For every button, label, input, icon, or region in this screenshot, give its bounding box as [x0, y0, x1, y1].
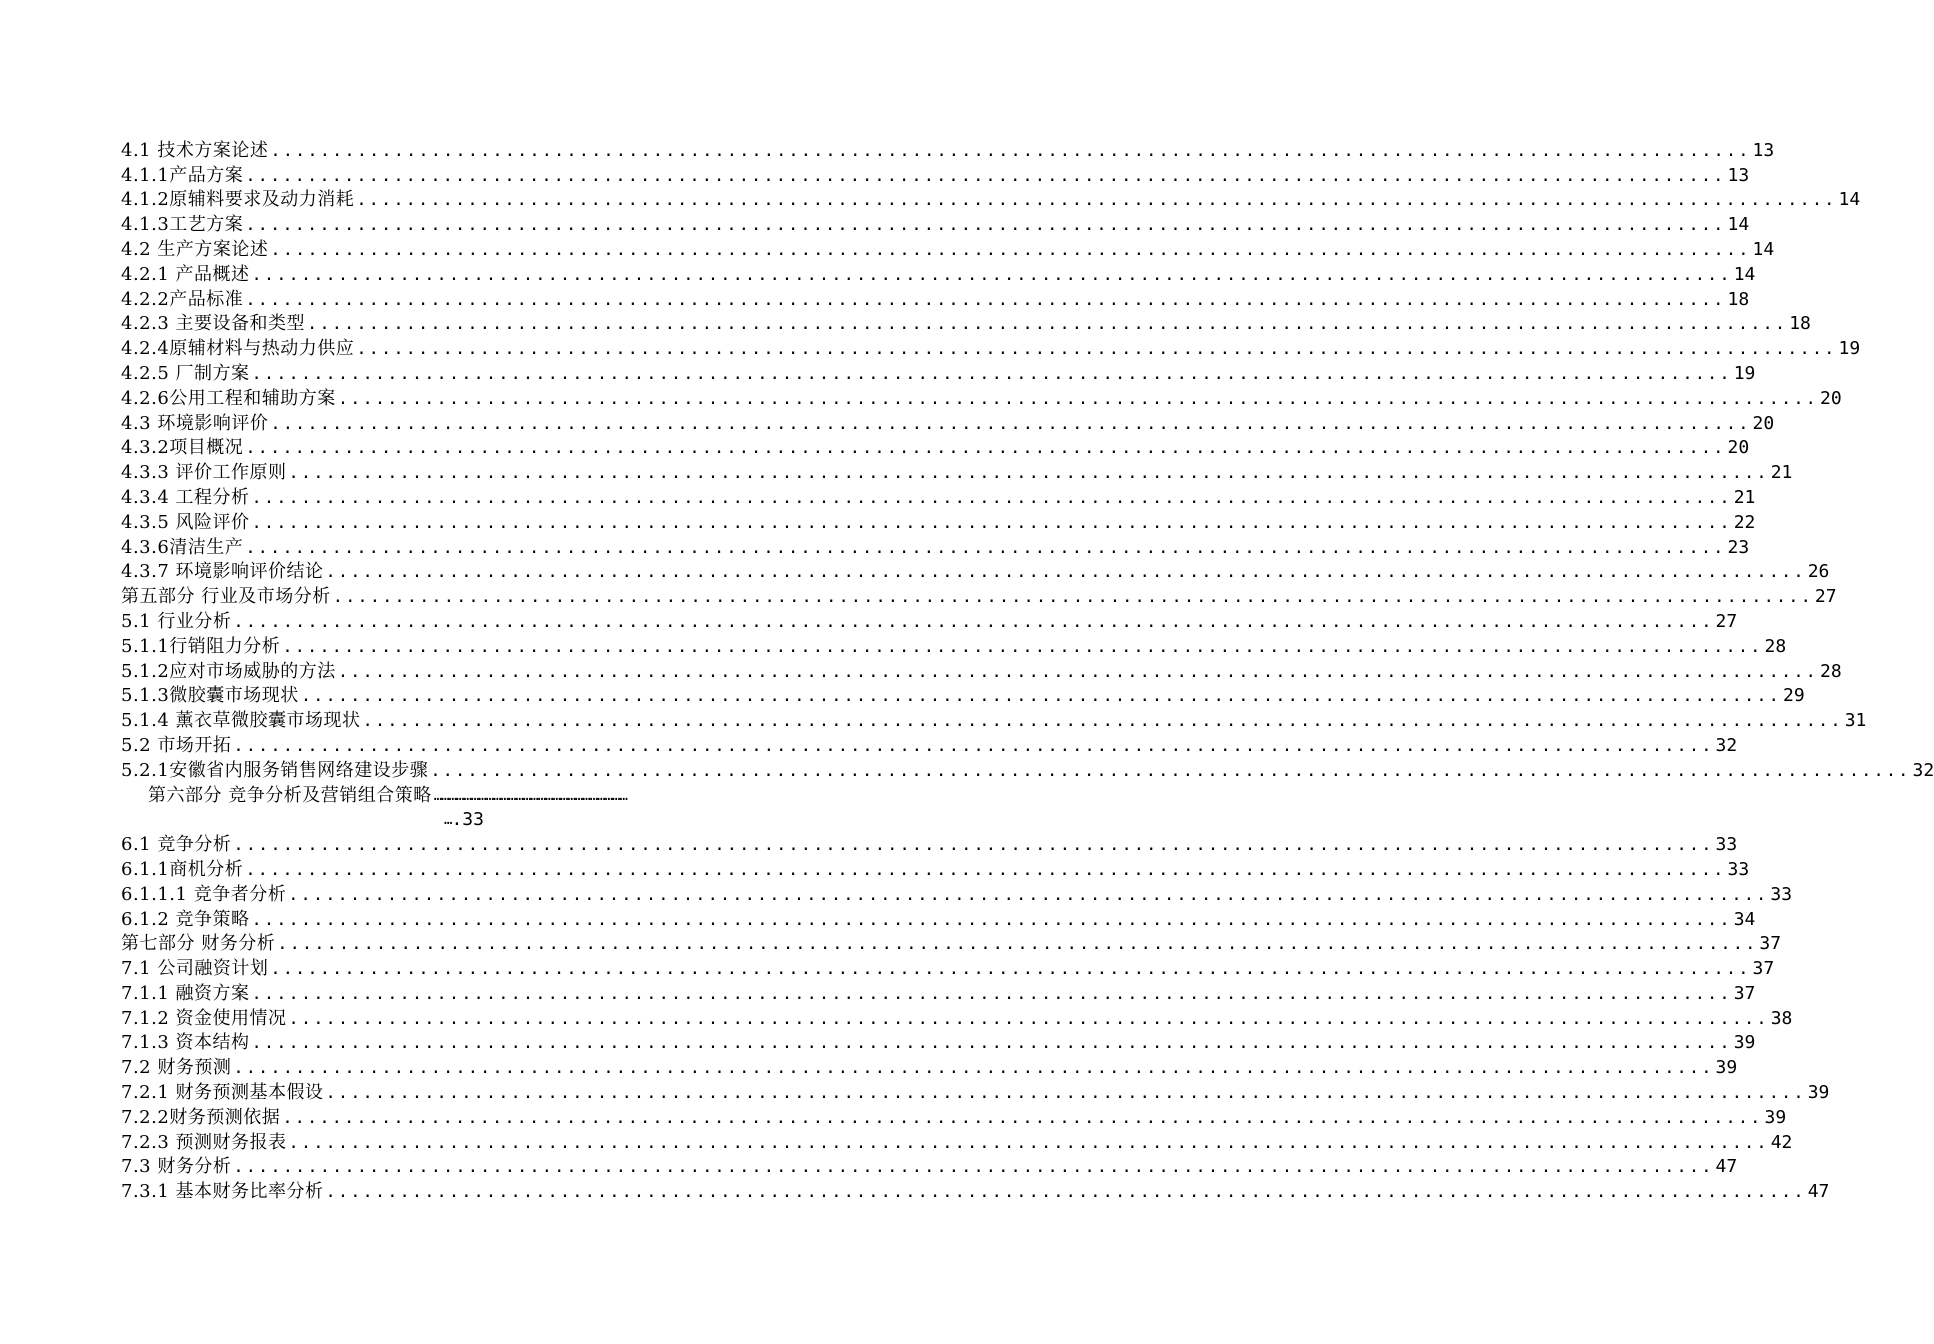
- toc-page-number: 13: [1752, 139, 1775, 161]
- toc-page-number: 14: [1733, 263, 1756, 285]
- toc-leader: ........................................................................................................................: [337, 388, 1818, 409]
- toc-leader: ........................................................................................................................: [325, 562, 1806, 583]
- toc-entry[interactable]: [121, 262, 1756, 287]
- toc-page-number: 42: [1770, 1131, 1793, 1153]
- toc-leader: ........................................................................................................................: [245, 289, 1726, 310]
- toc-leader: ........................................................................................................................: [282, 636, 1763, 657]
- toc-entry-label: 4.3.5 风险评价: [121, 511, 250, 533]
- toc-entry[interactable]: [121, 312, 1811, 337]
- toc-entry-label: 4.1.1产品方案: [121, 164, 244, 186]
- toc-leader: ........................................................................................................................: [356, 339, 1837, 360]
- toc-entry-label: 5.1 行业分析: [121, 610, 232, 632]
- toc-page-number: 20: [1727, 437, 1750, 459]
- toc-entry[interactable]: [121, 386, 1842, 411]
- toc-leader: ........................................................................................................................: [356, 190, 1837, 211]
- toc-page-number: 37: [1733, 982, 1756, 1004]
- toc-leader: ........................................................................................................................: [288, 1132, 1769, 1153]
- toc-page-number: 39: [1715, 1057, 1738, 1079]
- toc-entry[interactable]: [121, 932, 1782, 957]
- table-of-contents: [121, 138, 1934, 1204]
- toc-entry-label: 4.1.3工艺方案: [121, 214, 244, 236]
- toc-entry[interactable]: [121, 1105, 1787, 1130]
- toc-entry-label: 4.1.2原辅料要求及动力消耗: [121, 189, 355, 211]
- toc-entry-split[interactable]: [121, 783, 823, 833]
- toc-entry[interactable]: [121, 758, 1934, 783]
- toc-leader-tail: …: [444, 812, 452, 829]
- toc-entry[interactable]: [121, 510, 1756, 535]
- toc-page-number: 34: [1733, 908, 1756, 930]
- toc-entry-label: 4.2.4原辅材料与热动力供应: [121, 338, 355, 360]
- toc-page-number: 31: [1844, 710, 1867, 732]
- toc-entry-label: 4.3.6清洁生产: [121, 536, 244, 558]
- toc-leader: ……………………………………………………………………: [433, 787, 627, 804]
- toc-entry-label: 6.1.2 竞争策略: [121, 908, 250, 930]
- toc-page-number: 14: [1752, 238, 1775, 260]
- toc-entry-label: 4.2 生产方案论述: [121, 238, 269, 260]
- toc-leader: ........................................................................................................................: [277, 934, 1758, 955]
- toc-entry[interactable]: [121, 1080, 1830, 1105]
- toc-page-number: 20: [1820, 387, 1842, 409]
- toc-leader: ........................................................................................................................: [245, 215, 1726, 236]
- toc-entry[interactable]: [121, 287, 1750, 312]
- toc-entry[interactable]: [121, 361, 1756, 386]
- toc-leader: ........................................................................................................................: [288, 1008, 1769, 1029]
- toc-page-number: 47: [1715, 1156, 1738, 1178]
- toc-leader: ........................................................................................................................: [288, 884, 1769, 905]
- toc-page-number: 27: [1715, 610, 1738, 632]
- toc-page-number: 29: [1783, 685, 1805, 707]
- toc-leader: ........................................................................................................................: [251, 1033, 1732, 1054]
- toc-entry[interactable]: [121, 436, 1750, 461]
- toc-entry[interactable]: [121, 659, 1842, 684]
- toc-entry-label: 7.3.1 基本财务比率分析: [121, 1181, 324, 1203]
- toc-leader: ........................................................................................................................: [332, 587, 1813, 608]
- toc-leader: ........................................................................................................................: [288, 463, 1769, 484]
- toc-page-number: 33: [1715, 834, 1738, 856]
- toc-entry[interactable]: [121, 535, 1750, 560]
- toc-entry[interactable]: [121, 584, 1837, 609]
- toc-entry-label: 4.3.2项目概况: [121, 437, 244, 459]
- toc-leader: ........................................................................................................................: [337, 661, 1818, 682]
- toc-page-number: 38: [1770, 1007, 1793, 1029]
- toc-leader: ........................................................................................................................: [245, 438, 1726, 459]
- toc-entry[interactable]: [121, 460, 1793, 485]
- toc-entry[interactable]: [121, 163, 1750, 188]
- toc-entry[interactable]: [121, 857, 1750, 882]
- toc-page-number: 21: [1733, 486, 1756, 508]
- toc-leader: ........................................................................................................................: [245, 859, 1726, 880]
- toc-entry-label: 7.2.1 财务预测基本假设: [121, 1082, 324, 1104]
- toc-entry[interactable]: [121, 1055, 1738, 1080]
- toc-entry-label: 4.3.7 环境影响评价结论: [121, 561, 324, 583]
- toc-entry-line-1: [148, 783, 818, 808]
- toc-entry-label: 5.1.4 薰衣草微胶囊市场现状: [121, 710, 361, 732]
- toc-entry-line-2: [444, 808, 484, 833]
- toc-entry[interactable]: [121, 634, 1787, 659]
- toc-entry[interactable]: [121, 907, 1756, 932]
- toc-entry-label: 7.1 公司融资计划: [121, 958, 269, 980]
- toc-leader: ........................................................................................................................: [325, 1083, 1806, 1104]
- toc-page-number: 26: [1807, 561, 1830, 583]
- toc-page-number: 32: [1912, 759, 1934, 781]
- toc-page-number: 39: [1733, 1032, 1756, 1054]
- toc-leader: ........................................................................................................................: [251, 487, 1732, 508]
- toc-entry-label: 7.1.2 资金使用情况: [121, 1007, 287, 1029]
- toc-entry[interactable]: [121, 212, 1750, 237]
- toc-leader: ........................................................................................................................: [233, 1058, 1714, 1079]
- toc-entry-label: 5.2 市场开拓: [121, 734, 232, 756]
- toc-page-number: 23: [1727, 536, 1750, 558]
- toc-entry-label: 5.1.3微胶囊市场现状: [121, 685, 299, 707]
- toc-entry[interactable]: [121, 1006, 1793, 1031]
- toc-leader: ........................................................................................................................: [245, 165, 1726, 186]
- toc-entry[interactable]: [121, 733, 1738, 758]
- toc-leader: ........................................................................................................................: [307, 314, 1788, 335]
- toc-entry[interactable]: [121, 188, 1861, 213]
- toc-entry-label: 4.3.3 评价工作原则: [121, 462, 287, 484]
- toc-page-number: 21: [1770, 462, 1793, 484]
- toc-page-number: 22: [1733, 511, 1756, 533]
- toc-entry-label: 4.3 环境影响评价: [121, 412, 269, 434]
- toc-entry[interactable]: [121, 609, 1738, 634]
- toc-page-number: 14: [1838, 189, 1861, 211]
- toc-page-number: 18: [1789, 313, 1811, 335]
- toc-entry[interactable]: [121, 882, 1793, 907]
- toc-page-number: .33: [451, 809, 484, 831]
- toc-page-number: 13: [1727, 164, 1750, 186]
- toc-entry-label: 第六部分 竞争分析及营销组合策略: [148, 784, 432, 806]
- toc-page-number: 32: [1715, 734, 1738, 756]
- toc-leader: ........................................................................................................................: [270, 239, 1751, 260]
- toc-leader: ........................................................................................................................: [270, 140, 1751, 161]
- toc-page-number: 18: [1727, 288, 1750, 310]
- toc-leader: ........................................................................................................................: [233, 835, 1714, 856]
- toc-entry-label: 7.3 财务分析: [121, 1156, 232, 1178]
- toc-entry-label: 7.2.3 预测财务报表: [121, 1131, 287, 1153]
- toc-leader: ........................................................................................................................: [251, 909, 1732, 930]
- toc-page-number: 20: [1752, 412, 1775, 434]
- toc-leader: ........................................................................................................................: [325, 1182, 1806, 1203]
- toc-page-number: 28: [1764, 635, 1787, 657]
- toc-entry-label: 4.1 技术方案论述: [121, 139, 269, 161]
- toc-entry-label: 第五部分 行业及市场分析: [121, 586, 331, 608]
- toc-entry-label: 7.2.2财务预测依据: [121, 1106, 281, 1128]
- toc-entry[interactable]: [121, 708, 1867, 733]
- toc-entry[interactable]: [121, 1031, 1756, 1056]
- toc-entry-label: 4.2.6公用工程和辅助方案: [121, 387, 336, 409]
- toc-leader: ........................................................................................................................: [233, 611, 1714, 632]
- toc-entry[interactable]: [121, 684, 1805, 709]
- toc-entry-label: 5.1.2应对市场威胁的方法: [121, 660, 336, 682]
- toc-entry-label: 7.1.1 融资方案: [121, 982, 250, 1004]
- toc-section-2: [121, 832, 1830, 1204]
- toc-leader: ........................................................................................................................: [251, 363, 1732, 384]
- toc-entry-label: 4.2.3 主要设备和类型: [121, 313, 306, 335]
- toc-entry-label: 7.2 财务预测: [121, 1057, 232, 1079]
- toc-entry-label: 6.1.1商机分析: [121, 858, 244, 880]
- toc-leader: ........................................................................................................................: [282, 1107, 1763, 1128]
- toc-entry[interactable]: [121, 560, 1830, 585]
- toc-entry[interactable]: [121, 138, 1775, 163]
- toc-leader: ........................................................................................................................: [270, 413, 1751, 434]
- toc-leader: ........................................................................................................................: [251, 983, 1732, 1004]
- toc-leader: ........................................................................................................................: [430, 760, 1911, 781]
- toc-entry[interactable]: [121, 1130, 1793, 1155]
- toc-entry[interactable]: [121, 336, 1861, 361]
- toc-leader: ........................................................................................................................: [362, 711, 1843, 732]
- toc-page-number: 33: [1770, 883, 1793, 905]
- toc-page-number: 37: [1759, 933, 1782, 955]
- toc-leader: ........................................................................................................................: [251, 264, 1732, 285]
- toc-entry-label: 5.1.1行销阻力分析: [121, 635, 281, 657]
- toc-entry-label: 4.2.1 产品概述: [121, 263, 250, 285]
- toc-leader: ........................................................................................................................: [233, 1157, 1714, 1178]
- toc-leader: ........................................................................................................................: [270, 959, 1751, 980]
- toc-entry-label: 第七部分 财务分析: [121, 933, 276, 955]
- toc-entry[interactable]: [121, 485, 1756, 510]
- toc-entry-label: 4.2.2产品标准: [121, 288, 244, 310]
- toc-page-number: 28: [1820, 660, 1842, 682]
- toc-page-number: 39: [1764, 1106, 1787, 1128]
- toc-section-1: [121, 138, 1934, 783]
- toc-entry[interactable]: [121, 832, 1738, 857]
- toc-leader: ........................................................................................................................: [300, 686, 1781, 707]
- toc-entry-label: 7.1.3 资本结构: [121, 1032, 250, 1054]
- toc-entry[interactable]: [121, 411, 1775, 436]
- toc-leader: ........................................................................................................................: [251, 512, 1732, 533]
- toc-entry-label: 4.3.4 工程分析: [121, 486, 250, 508]
- toc-entry[interactable]: [121, 1179, 1830, 1204]
- toc-page-number: 19: [1838, 338, 1861, 360]
- toc-page-number: 37: [1752, 958, 1775, 980]
- toc-entry[interactable]: [121, 1155, 1738, 1180]
- toc-entry[interactable]: [121, 981, 1756, 1006]
- toc-page-number: 14: [1727, 214, 1750, 236]
- toc-page-number: 33: [1727, 858, 1750, 880]
- toc-page-number: 47: [1807, 1181, 1830, 1203]
- toc-page-number: 27: [1814, 586, 1837, 608]
- toc-page-number: 39: [1807, 1082, 1830, 1104]
- toc-entry-label: 6.1 竞争分析: [121, 834, 232, 856]
- toc-leader: ........................................................................................................................: [245, 537, 1726, 558]
- toc-page-number: 19: [1733, 362, 1756, 384]
- toc-entry-label: 5.2.1安徽省内服务销售网络建设步骤: [121, 759, 429, 781]
- toc-entry[interactable]: [121, 237, 1775, 262]
- toc-entry-label: 4.2.5 厂制方案: [121, 362, 250, 384]
- toc-leader: ........................................................................................................................: [233, 735, 1714, 756]
- toc-entry-label: 6.1.1.1 竞争者分析: [121, 883, 287, 905]
- toc-entry[interactable]: [121, 956, 1775, 981]
